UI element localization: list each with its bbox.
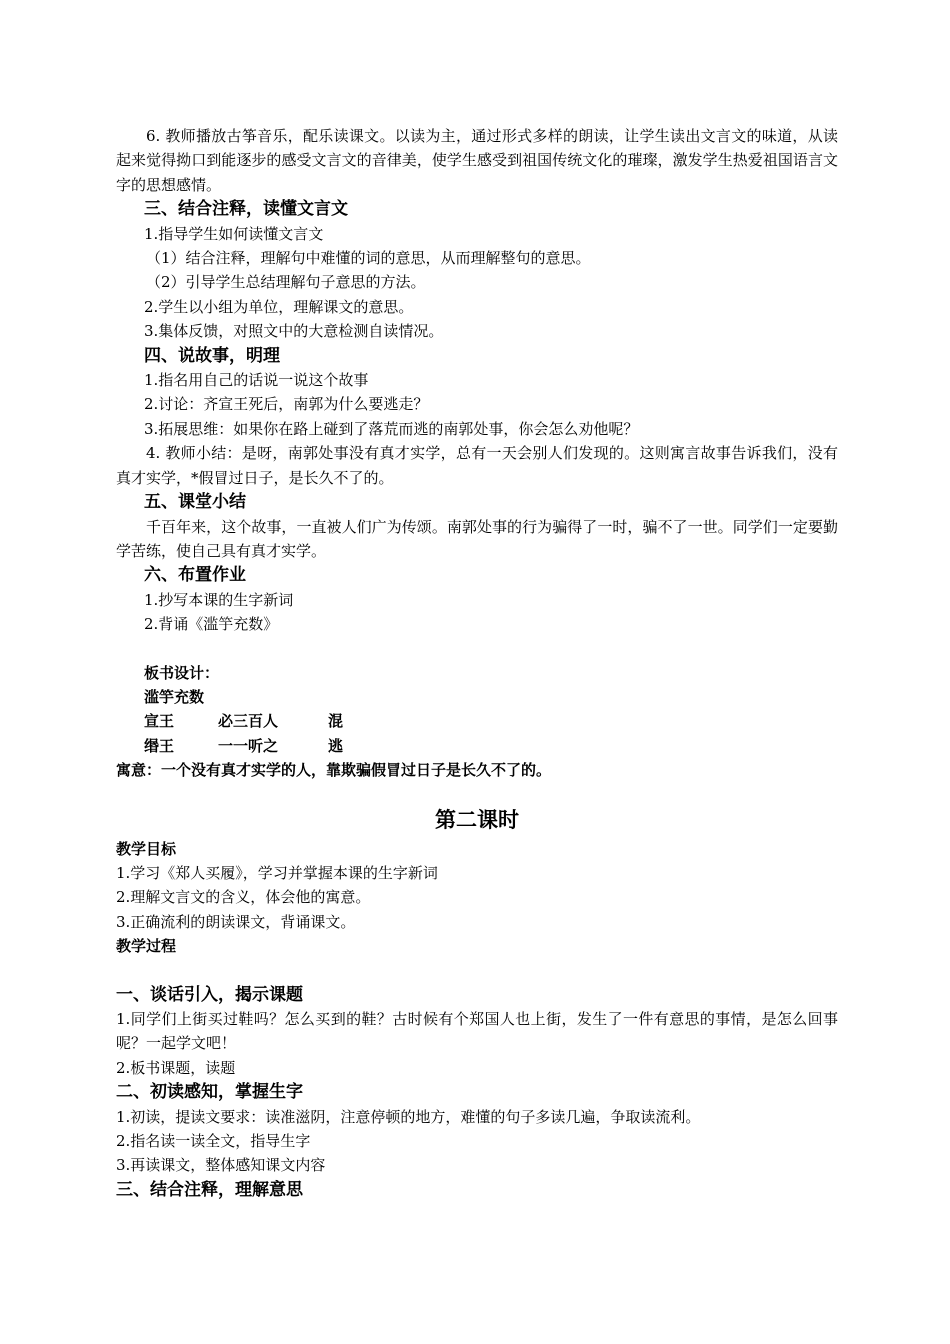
paragraph-summary: 4. 教师小结：是呀，南郭处事没有真才实学，总有一天会别人们发现的。这则寓言故事告诉我们，没有真才实学，*假冒过日子，是长久不了的。 [116, 444, 838, 487]
section-heading-5: 五、课堂小结 [144, 492, 246, 513]
list-item: 2.板书课题，读题 [116, 1058, 236, 1077]
list-item: 1.指导学生如何读懂文言文 [144, 224, 324, 243]
sub-item: （1）结合注释，理解句中难懂的词的意思，从而理解整句的意思。 [146, 249, 591, 268]
section-heading-3b: 三、结合注释，理解意思 [116, 1179, 303, 1200]
spacer [116, 637, 838, 661]
list-item: 1.指名用自己的话说一说这个故事 [144, 371, 369, 390]
section-heading-3: 三、结合注释，读懂文言文 [144, 199, 348, 220]
list-item: 2.学生以小组为单位，理解课文的意思。 [144, 297, 414, 316]
board-cell: 逃 [328, 736, 344, 755]
list-item: 2.指名读一读全文，指导生字 [116, 1132, 311, 1151]
board-cell: 一一听之 [218, 736, 279, 755]
section-heading-6: 六、布置作业 [144, 565, 246, 586]
board-title: 滥竽充数 [144, 687, 205, 706]
lesson-title: 第二课时 [435, 807, 519, 832]
board-label: 板书设计： [144, 663, 220, 682]
spacer [116, 959, 838, 983]
board-cell: 缗王 [144, 736, 175, 755]
list-item: 3.集体反馈，对照文中的大意检测自读情况。 [144, 322, 444, 341]
list-item: 1.抄写本课的生字新词 [144, 590, 294, 609]
goal-item: 1.学习《郑人买履》，学习并掌握本课的生字新词 [116, 863, 438, 882]
list-item: 3.拓展思维：如果你在路上碰到了落荒而逃的南郭处事，你会怎么劝他呢？ [144, 419, 639, 438]
section-heading-2: 二、初读感知，掌握生字 [116, 1082, 303, 1103]
list-item: 2.背诵《滥竽充数》 [144, 615, 279, 634]
board-cell: 必三百人 [218, 712, 279, 731]
board-row [144, 734, 838, 758]
list-item: 1.初读，提读文要求：读准滋阴，注意停顿的地方，难懂的句子多读几遍，争取读流利。 [116, 1107, 701, 1126]
list-item: 3.再读课文，整体感知课文内容 [116, 1156, 326, 1175]
list-item: 2.讨论：齐宣王死后，南郭为什么要逃走？ [144, 395, 429, 414]
document-page [116, 124, 838, 1202]
board-design [116, 661, 838, 759]
section-heading-1: 一、谈话引入，揭示课题 [116, 984, 303, 1005]
goal-item: 3.正确流利的朗读课文，背诵课文。 [116, 912, 356, 931]
sub-item: （2）引导学生总结理解句子意思的方法。 [146, 273, 426, 292]
board-moral: 寓意：一个没有真才实学的人，靠欺骗假冒过日子是长久不了的。 [116, 761, 552, 780]
board-row [144, 709, 838, 733]
goal-item: 2.理解文言文的含义，体会他的寓意。 [116, 888, 371, 907]
board-cell: 宣王 [144, 712, 175, 731]
goals-label: 教学目标 [116, 839, 177, 858]
section-heading-4: 四、说故事，明理 [144, 345, 280, 366]
list-item: 1.同学们上街买过鞋吗？怎么买到的鞋？古时候有个郑国人也上街，发生了一件有意思的事情，是怎么回事呢？一起学文吧！ [116, 1010, 838, 1053]
spacer [116, 783, 838, 803]
board-cell: 混 [328, 712, 344, 731]
paragraph-class-summary: 千百年来，这个故事，一直被人们广为传颂。南郭处事的行为骗得了一时，骗不了一世。同学们一定要勤学苦练，使自己具有真才实学。 [116, 517, 838, 560]
paragraph-item-6: 6. 教师播放古筝音乐，配乐读课文。以读为主，通过形式多样的朗读，让学生读出文言文的味道，从读起来觉得拗口到能逐步的感受文言文的音律美，使学生感受到祖国传统文化的璀璨，激发学生热爱祖国语言文字的思想感情。 [116, 127, 838, 194]
process-label: 教学过程 [116, 937, 177, 956]
